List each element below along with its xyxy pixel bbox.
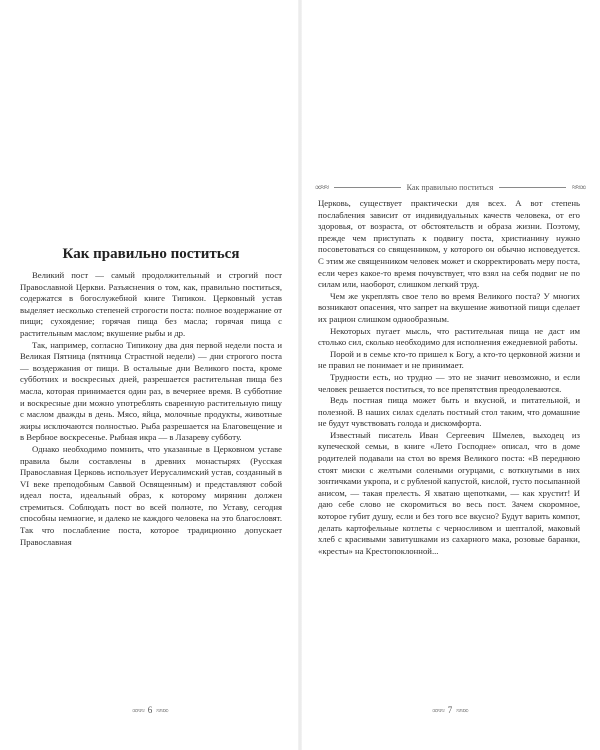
paragraph: Некоторых пугает мысль, что растительная пища не даст им столько сил, сколько необходимо для исполнения ежедневной работы. [318,325,580,348]
rule-left [334,187,400,188]
page-number: 6 [147,705,153,715]
page-number: 7 [447,705,453,715]
ornament-right: ≈≈∞ [571,182,586,192]
paragraph: Известный писатель Иван Сергеевич Шмелев, выходец из купеческой семьи, в книге «Лето Господне» описал, что в доме родителей подавали на стол во время Великого поста: «В переднюю стоят миски с желтыми солеными огурцами, с воткнутыми в них зонтичками укропа, и с рубленой капустой, кислой, густо посыпанной анисом, — такая прелесть. Я хватаю щепотками, — как хрустит! И даю себе слово не скоромиться во весь пост. Зачем скоромное, которое губит душу, если и без того все вкусно? Будут варить компот, делать картофельные котлеты с черносливом и шепталой, маковый хлеб с красивыми завитушками из сахарного мака, розовые баранки, «кресты» на Крестопоклонной... [318,429,580,556]
paragraph: Церковь, существует практически для всех. А вот степень послабления зависит от индивидуальных качеств человека, от его здоровья, от возраста, от обстоятельств и образа жизни. Поэтому, прежде чем приступать к подвигу поста, христианину нужно посоветоваться со священником, у которого он обычно исповедуется. С этим же священником человек может и скорректировать меру поста, если через какое-то время почувствует, что взял на себя подвиг не по силам или, наоборот, слишком легкий труд. [318,198,580,290]
paragraph: Чем же укреплять свое тело во время Великого поста? У многих возникают опасения, что запрет на вкушение животной пищи сделает их рацион слишком однообразным. [318,290,580,324]
running-head [315,180,585,194]
running-head-text: Как правильно поститься [406,182,494,192]
paragraph: Ведь постная пища может быть и вкусной, и питательной, и полезной. В наших силах сделать постный стол таким, что домашние не будут чувствовать голода и дискомфорта. [318,395,580,429]
right-page [300,0,600,750]
paragraph: Трудности есть, но трудно — это не значит невозможно, и если человек решается поститься, то все препятствия преодолеваются. [318,371,580,394]
ornament-left: ∞≈≈ [315,182,329,192]
ornament-left: ∞≈≈ [432,705,444,715]
left-page-text [20,270,282,548]
paragraph: Порой и в семье кто-то пришел к Богу, а кто-то церковной жизни и не правил не понимает и не принимает. [318,348,580,371]
right-page-text [318,198,580,557]
paragraph: Великий пост — самый продолжительный и строгий пост Православной Церкви. Разъяснения о том, как, правильно поститься, содержатся в богослужебной книге Типикон. Церковный устав выделяет несколько степеней строгости поста: полное воздержание от пищи; сухоядение; горячая пища без масла; горячая пища с растительным маслом; вкушение рыбы и др. [20,270,282,338]
rule-right [499,187,565,188]
page-number-left [0,705,300,715]
paragraph: Однако необходимо помнить, что указанные в Церковном уставе правила были составлены в древних монастырях (Русская Православная Церковь использует Иерусалимский устав, созданный в VI веке преподобным Саввой Освященным) и представляют собой идеал поста, идеальный образ, к которому мирянин должен стремиться. Соблюдать пост во всей полноте, по Уставу, сегодня способны немногие, и далеко не каждого человека на это благословят. Так что послабление поста, которое традиционно допускает Православная [20,443,282,547]
ornament-right: ≈≈∞ [456,705,468,715]
ornament-right: ≈≈∞ [156,705,168,715]
paragraph: Так, например, согласно Типикону два дня первой недели поста и Великая Пятница (пятница Страстной недели) — дни строгого поста — воздержания от пищи. В остальные дни Великого поста, кроме субботних и воскресных дней, разрешается растительная пища без масла, которая принимается один раз, в вечернее время. В субботние и воскресные дни можно употреблять сваренную растительную пищу с маслом дважды в день. Мясо, яйца, молочные продукты, животные жиры исключаются полностью. Рыба разрешается на Благовещение и в Вербное воскресенье. Рыбная икра — в Лазареву субботу. [20,339,282,443]
page-number-right [300,705,600,715]
chapter-title: Как правильно поститься [62,246,240,262]
ornament-left: ∞≈≈ [132,705,144,715]
